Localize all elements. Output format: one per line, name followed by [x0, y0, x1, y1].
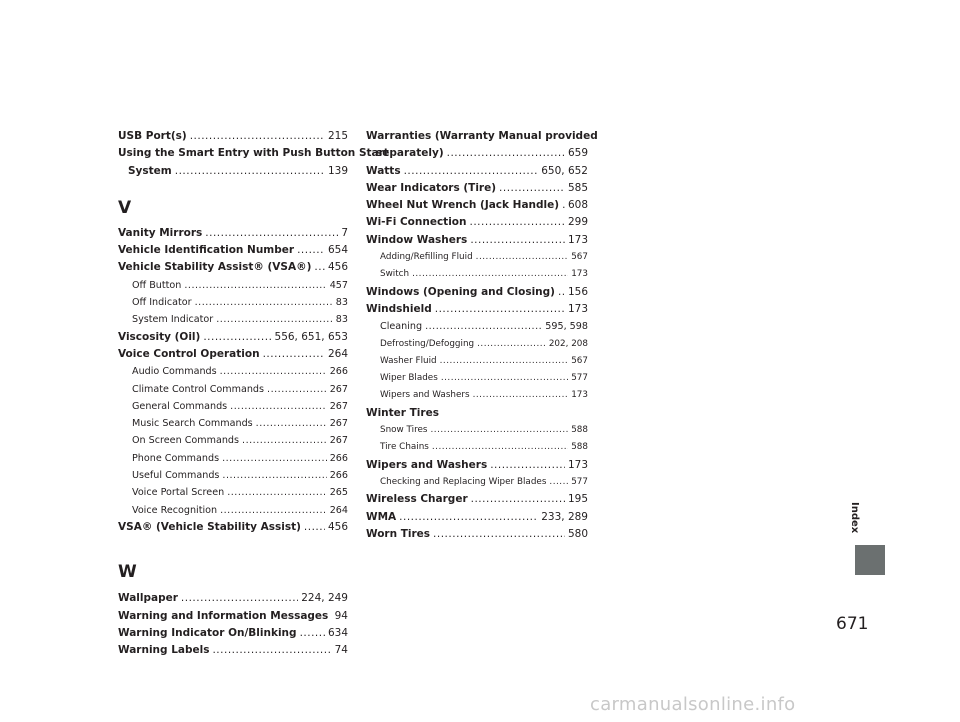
leader-dots	[433, 526, 565, 543]
leader-dots	[212, 642, 331, 659]
leader-dots	[230, 398, 327, 415]
entry-label: Checking and Replacing Wiper Blades	[380, 476, 547, 487]
index-entry	[118, 294, 348, 311]
leader-dots	[220, 363, 327, 380]
index-entry	[118, 642, 348, 659]
leader-dots	[470, 214, 565, 231]
entry-page: 654	[327, 244, 348, 257]
index-entry	[366, 491, 588, 508]
entry-page: 7	[341, 226, 348, 239]
entry-label: Wi-Fi Connection	[366, 216, 467, 229]
leader-dots	[425, 318, 542, 335]
leader-dots	[432, 439, 568, 456]
index-right-column	[366, 128, 598, 543]
entry-label: Defrosting/Defogging	[380, 338, 475, 349]
entry-page: 156	[567, 285, 588, 298]
section-letter-w: W	[118, 562, 137, 583]
entry-page: 457	[329, 279, 348, 291]
entry-label: Tire Chains	[380, 442, 429, 453]
index-entry	[366, 214, 588, 231]
entry-page: 577	[571, 373, 588, 384]
index-side-label: Index	[849, 502, 860, 534]
entry-label: Audio Commands	[132, 366, 217, 378]
index-entry	[118, 398, 348, 415]
index-entry	[366, 439, 588, 456]
leader-dots	[399, 509, 538, 526]
entry-page: 173	[567, 302, 588, 315]
entry-label: Useful Commands	[132, 470, 220, 482]
index-entry	[118, 432, 348, 449]
entry-page: 224, 249	[301, 592, 348, 605]
entry-label: Off Button	[132, 279, 182, 291]
leader-dots	[181, 590, 298, 607]
leader-dots	[477, 336, 546, 353]
index-tab-marker	[855, 545, 885, 575]
entry-label: Voice Control Operation	[118, 347, 260, 360]
index-entry	[118, 311, 348, 328]
entry-label: Warning and Information Messages	[118, 609, 329, 622]
entry-label: Adding/Refilling Fluid	[380, 252, 473, 263]
entry-page: 94	[334, 609, 348, 622]
leader-dots	[220, 502, 327, 519]
index-entry: System ..... 139	[118, 163, 348, 180]
index-entry	[118, 484, 348, 501]
entry-page: 83	[335, 297, 348, 309]
entry-page: 595, 598	[545, 321, 588, 333]
index-entry	[118, 329, 348, 346]
index-entry	[118, 608, 348, 625]
entry-page: 456	[327, 520, 348, 533]
index-entry-line: Warranties (Warranty Manual provided	[366, 130, 598, 142]
entry-page: 650, 652	[541, 164, 588, 177]
entry-page: 173	[571, 269, 588, 280]
leader-dots	[314, 259, 325, 276]
index-entry	[118, 502, 348, 519]
entry-page: 173	[571, 390, 588, 401]
entry-page: 456	[327, 261, 348, 274]
leader-dots	[216, 311, 333, 328]
entry-label: Wipers and Washers	[380, 390, 470, 401]
index-entry	[366, 336, 588, 353]
entry-label: Voice Portal Screen	[132, 487, 225, 499]
index-entry	[118, 381, 348, 398]
index-entry	[118, 346, 348, 363]
entry-label: Wear Indicators (Tire)	[366, 181, 497, 194]
leader-dots	[222, 467, 326, 484]
entry-label: Off Indicator	[132, 297, 192, 309]
leader-dots	[412, 266, 568, 283]
entry-label: Windshield	[366, 302, 432, 315]
entry-label: Warning Labels	[118, 644, 210, 657]
entry-page: 634	[327, 626, 348, 639]
leader-dots	[471, 491, 565, 508]
index-entry	[118, 415, 348, 432]
entry-page: 608	[567, 199, 588, 212]
watermark: carmanualsonline.info	[590, 694, 796, 715]
index-entry	[118, 519, 348, 536]
index-entry-line: Using the Smart Entry with Push Button Start	[118, 147, 389, 160]
index-entry	[118, 242, 348, 259]
entry-page: 173	[567, 233, 588, 246]
leader-dots	[203, 329, 271, 346]
leader-dots	[300, 625, 325, 642]
index-entry: separately) ..... 659	[366, 145, 588, 162]
entry-label: Voice Recognition	[132, 504, 218, 516]
entry-label: Phone Commands	[132, 452, 220, 464]
index-list-w-right	[366, 163, 588, 544]
entry-label: Wheel Nut Wrench (Jack Handle)	[366, 199, 560, 212]
entry-label: Watts	[366, 164, 401, 177]
entry-label: Washer Fluid	[380, 355, 437, 366]
entry-page: 173	[567, 458, 588, 471]
index-entry	[366, 370, 588, 387]
entry-page: 83	[335, 314, 348, 326]
entry-page: 266	[329, 452, 348, 464]
entry-label: Window Washers	[366, 233, 468, 246]
leader-dots	[549, 474, 568, 491]
index-entry	[366, 509, 588, 526]
entry-page: 202, 208	[548, 338, 588, 349]
entry-label: General Commands	[132, 400, 228, 412]
leader-dots	[242, 432, 327, 449]
leader-dots	[222, 450, 327, 467]
index-entry	[366, 197, 588, 214]
leader-dots	[227, 484, 327, 501]
index-entry	[366, 353, 588, 370]
leader-dots	[267, 381, 327, 398]
leader-dots	[263, 346, 325, 363]
index-entry: USB Port(s) ..... 215	[118, 128, 348, 145]
index-entry	[366, 422, 588, 439]
entry-page: 267	[329, 435, 348, 447]
leader-dots	[440, 353, 569, 370]
leader-dots	[404, 163, 539, 180]
index-entry	[366, 180, 588, 197]
index-entry	[118, 363, 348, 380]
index-entry	[118, 467, 348, 484]
entry-label: Music Search Commands	[132, 418, 253, 430]
entry-label: Wallpaper	[118, 592, 178, 605]
entry-page: 265	[329, 487, 348, 499]
entry-page: 266	[329, 366, 348, 378]
leader-dots	[205, 225, 338, 242]
entry-label: VSA® (Vehicle Stability Assist)	[118, 520, 301, 533]
leader-dots	[184, 277, 326, 294]
leader-dots	[470, 232, 565, 249]
leader-dots	[441, 370, 568, 387]
index-entry	[366, 249, 588, 266]
index-entry: Winter Tires	[366, 406, 439, 419]
index-entry	[366, 318, 588, 335]
index-entry	[366, 301, 588, 318]
entry-label: Cleaning	[380, 321, 423, 333]
entry-page: 585	[567, 181, 588, 194]
entry-label: Wiper Blades	[380, 373, 438, 384]
entry-label: Windows (Opening and Closing)	[366, 285, 555, 298]
index-entry	[118, 450, 348, 467]
leader-dots	[256, 415, 327, 432]
index-entry	[118, 277, 348, 294]
leader-dots	[431, 422, 569, 439]
entry-page: 264	[327, 347, 348, 360]
index-entry	[366, 266, 588, 283]
entry-page: 267	[329, 400, 348, 412]
leader-dots	[499, 180, 565, 197]
leader-dots	[490, 457, 565, 474]
leader-dots	[297, 242, 325, 259]
entry-label: WMA	[366, 510, 397, 523]
entry-label: On Screen Commands	[132, 435, 240, 447]
entry-page: 588	[571, 442, 588, 453]
entry-label: Vanity Mirrors	[118, 226, 203, 239]
leader-dots	[435, 301, 565, 318]
entry-label: Wireless Charger	[366, 493, 468, 506]
leader-dots	[476, 249, 569, 266]
index-entry	[118, 259, 348, 276]
entry-page: 267	[329, 383, 348, 395]
entry-label: Vehicle Stability Assist® (VSA®)	[118, 261, 312, 274]
leader-dots	[558, 284, 565, 301]
index-entry	[366, 526, 588, 543]
index-entry	[118, 590, 348, 607]
entry-label: Vehicle Identification Number	[118, 244, 295, 257]
entry-page: 266	[329, 470, 348, 482]
index-list-w-left	[118, 590, 348, 659]
entry-label: Wipers and Washers	[366, 458, 488, 471]
leader-dots	[473, 387, 569, 404]
entry-page: 195	[567, 493, 588, 506]
entry-label: Viscosity (Oil)	[118, 330, 201, 343]
entry-page: 267	[329, 418, 348, 430]
page-number: 671	[836, 614, 869, 634]
index-entry	[366, 457, 588, 474]
index-entry	[118, 225, 348, 242]
entry-label: Switch	[380, 269, 410, 280]
entry-page: 580	[567, 527, 588, 540]
entry-label: Warning Indicator On/Blinking	[118, 626, 297, 639]
entry-page: 299	[567, 216, 588, 229]
index-entry	[118, 625, 348, 642]
index-entry	[366, 232, 588, 249]
entry-label: Snow Tires	[380, 425, 428, 436]
index-list-v	[118, 225, 348, 536]
entry-page: 567	[571, 355, 588, 366]
entry-label: Climate Control Commands	[132, 383, 265, 395]
entry-page: 577	[571, 476, 588, 487]
entry-page: 588	[571, 425, 588, 436]
section-letter-v: V	[118, 197, 132, 218]
entry-page: 567	[571, 252, 588, 263]
entry-label: System Indicator	[132, 314, 214, 326]
entry-label: Worn Tires	[366, 527, 431, 540]
index-entry	[366, 284, 588, 301]
index-entry	[366, 387, 588, 404]
index-entry	[366, 163, 588, 180]
entry-page: 556, 651, 653	[274, 330, 348, 343]
entry-page: 74	[334, 644, 348, 657]
leader-dots	[562, 197, 565, 214]
leader-dots	[304, 519, 325, 536]
leader-dots	[195, 294, 333, 311]
index-entry	[366, 474, 588, 491]
entry-page: 233, 289	[541, 510, 588, 523]
entry-page: 264	[329, 504, 348, 516]
